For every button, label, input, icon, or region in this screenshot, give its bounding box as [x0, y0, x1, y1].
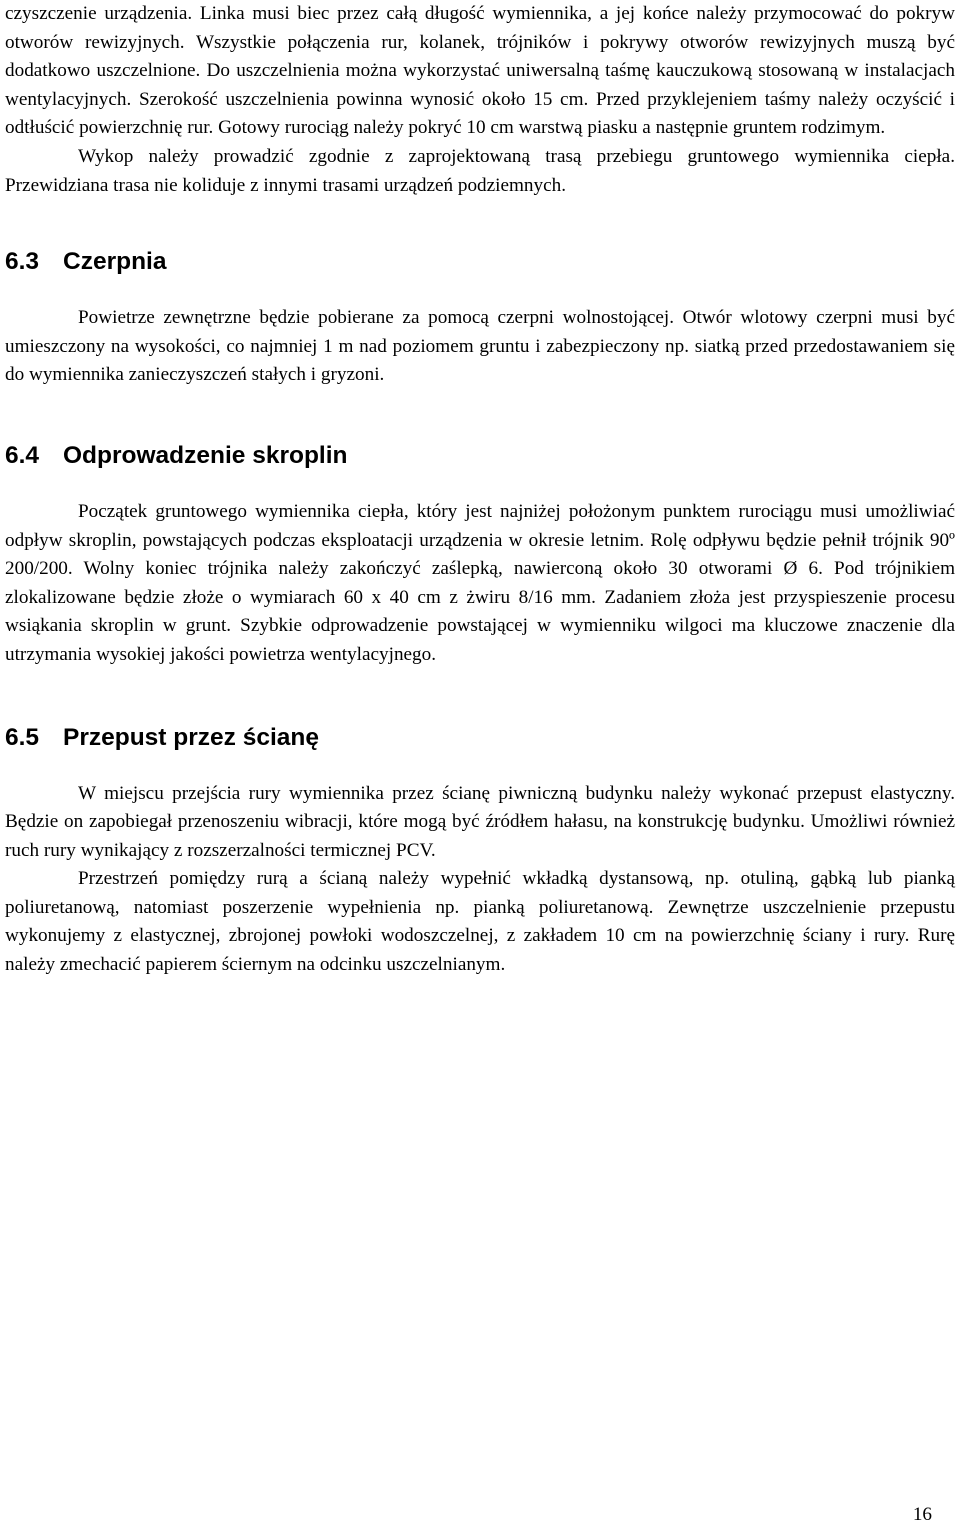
- section-number: 6.5: [5, 723, 40, 751]
- paragraph-czerpnia: Powietrze zewnętrzne będzie pobierane za pomocą czerpni wolnostojącej. Otwór wlotowy czerpni musi być umieszczony na wysokości, co najmniej 1 m nad poziomem gruntu i zabezpieczony np. siatką przed przedostawaniem się do wymiennika zanieczyszczeń stałych i gryzoni.: [5, 307, 955, 386]
- paragraph-intro-b: Wykop należy prowadzić zgodnie z zaprojektowaną trasą przebiegu gruntowego wymiennika ciepła. Przewidziana trasa nie koliduje z innymi trasami urządzeń podziemnych.: [5, 145, 955, 196]
- paragraph-przepust-a: W miejscu przejścia rury wymiennika przez ścianę piwniczną budynku należy wykonać przepust elastyczny. Będzie on zapobiegał przenoszeniu wibracji, które mogą być źródłem hałasu, na konstrukcję budynku. Umożliwi również ruch rury wynikający z rozszerzalności termicznej PCV.: [5, 782, 955, 861]
- section-title: Odprowadzenie skroplin: [63, 441, 348, 469]
- document-page: [5, 0, 955, 980]
- section-heading-6-5: [5, 723, 955, 753]
- section-heading-6-3: [5, 247, 955, 277]
- section-title: Czerpnia: [63, 248, 167, 276]
- section-number: 6.3: [5, 248, 40, 276]
- paragraph-przepust-b: Przestrzeń pomiędzy rurą a ścianą należy wypełnić wkładką dystansową, np. otuliną, gąbką lub pianką poliuretanową, natomiast poszerzenie wypełnienia np. pianką poliuretanową. Zewnętrze uszczelnienie przepustu wykonujemy z elastycznej, zbrojonej powłoki wodoszczelnej, z zakładem 10 cm na powierzchnię ściany i rury. Rurę należy zmechacić papierem ściernym na odcinku uszczelnianym.: [5, 868, 955, 976]
- section-heading-6-4: [5, 441, 955, 471]
- section-title: Przepust przez ścianę: [63, 723, 319, 751]
- paragraph-skropliny: Początek gruntowego wymiennika ciepła, który jest najniżej położonym punktem rurociągu musi umożliwiać odpływ skroplin, powstających podczas eksploatacji urządzenia w okresie letnim. Rolę odpływu będzie pełnił trójnik 90º 200/200. Wolny koniec trójnika należy zakończyć zaślepką, nawierconą około 30 otworami Ø 6. Pod trójnikiem zlokalizowane będzie złoże o wymiarach 60 x 40 cm z żwiru 8/16 mm. Zadaniem złoża jest przyspieszenie procesu wsiąkania skroplin w grunt. Szybkie odprowadzenie powstającej w wymienniku wilgoci ma kluczowe znaczenie dla utrzymania wysokiej jakości powietrza wentylacyjnego.: [5, 500, 955, 665]
- page-number: 16: [912, 1504, 932, 1525]
- paragraph-intro-a: czyszczenie urządzenia. Linka musi biec przez całą długość wymiennika, a jej końce należy przymocować do pokryw otworów rewizyjnych. Wszystkie połączenia rur, kolanek, trójników i pokrywy otworów rewizyjnych muszą być dodatkowo uszczelnione. Do uszczelnienia można wykorzystać uniwersalną taśmę kauczukową stosowaną w instalacjach wentylacyjnych. Szerokość uszczelnienia powinna wynosić około 15 cm. Przed przyklejeniem taśmy należy oczyścić i odtłuścić powierzchnię rur. Gotowy rurociąg należy pokryć 10 cm warstwą piasku a następnie gruntem rodzimym.: [5, 3, 955, 139]
- section-number: 6.4: [5, 441, 40, 469]
